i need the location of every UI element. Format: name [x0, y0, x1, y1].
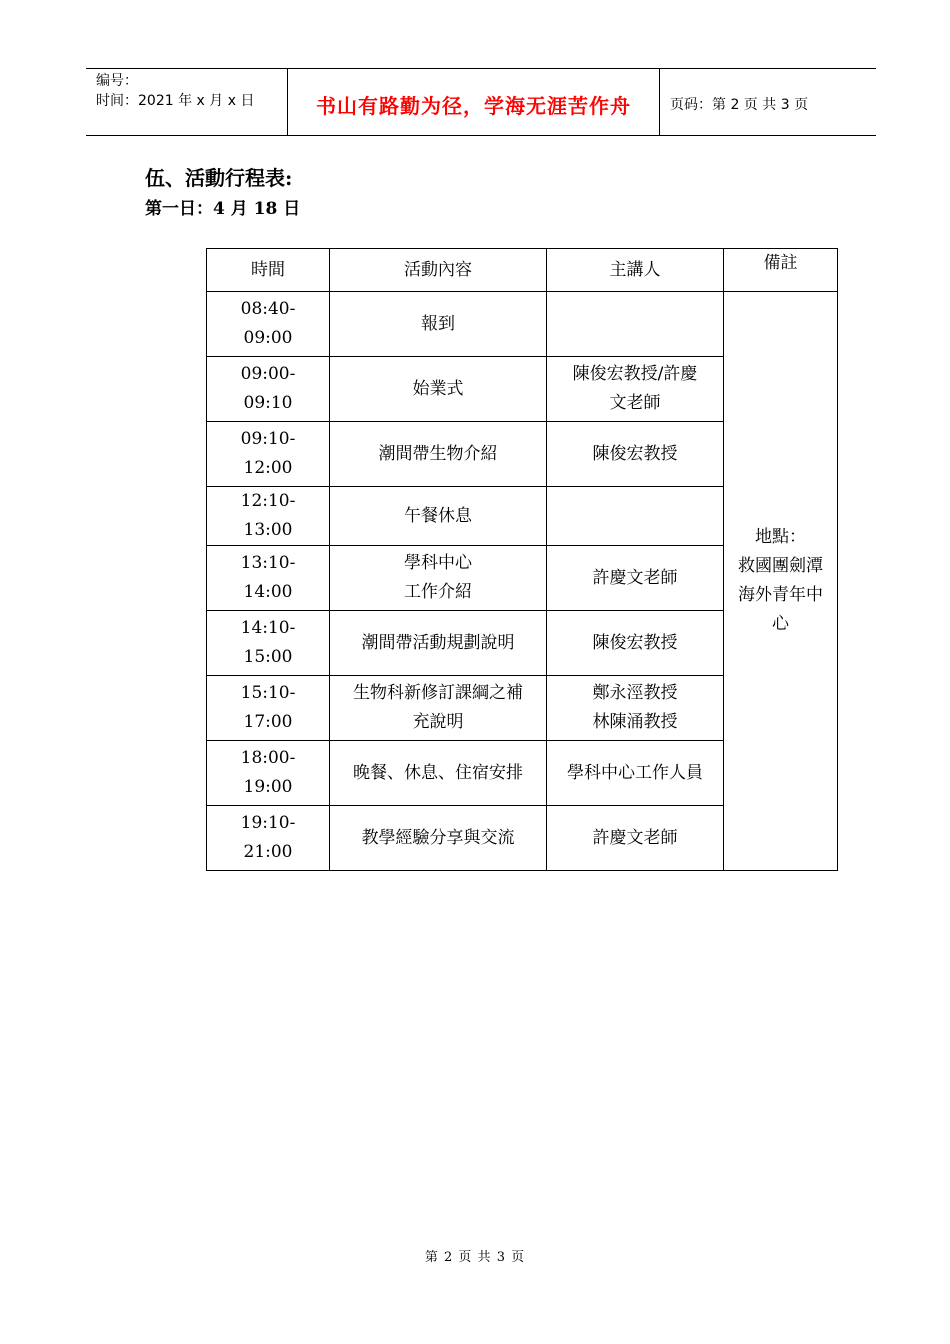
speaker-cell-line: 學科中心工作人員: [567, 762, 703, 783]
time-cell: [207, 487, 330, 546]
speaker-cell-line: 文老師: [609, 393, 661, 413]
activity-cell-line: 潮間帶活動規劃說明: [361, 632, 515, 653]
time-cell-line: 14:00: [243, 582, 293, 602]
section-title: 伍、活動行程表:: [145, 166, 293, 190]
time-cell-line: 12:00: [243, 458, 293, 478]
time-cell: [207, 292, 330, 357]
table-row: [207, 292, 838, 357]
time-label: 时间：2021 年 x 月 x 日: [96, 93, 255, 109]
time-cell: [207, 357, 330, 422]
activity-cell: [330, 487, 547, 546]
activity-cell-line: 晚餐、休息、住宿安排: [353, 762, 523, 783]
time-cell: [207, 546, 330, 611]
speaker-cell: [547, 546, 724, 611]
schedule-body: [207, 292, 838, 871]
speaker-cell-line: 許慶文老師: [592, 827, 678, 848]
activity-cell-line: 始業式: [412, 378, 464, 399]
time-cell-line: 15:10-: [240, 683, 296, 703]
venue-cell: [724, 292, 838, 871]
time-cell: [207, 676, 330, 741]
venue-line: 海外青年中: [738, 585, 823, 605]
page-footer: 第 2 页 共 3 页: [424, 1250, 526, 1265]
speaker-cell-line: 陳俊宏教授: [592, 443, 678, 464]
header-time: 時間: [207, 249, 330, 292]
time-cell: [207, 611, 330, 676]
time-cell-line: 09:00-: [240, 364, 296, 384]
speaker-cell-line: 許慶文老師: [592, 567, 678, 588]
activity-cell-line: 潮間帶生物介紹: [378, 443, 498, 464]
header-note: 備註: [724, 249, 838, 292]
activity-cell-line: 午餐休息: [404, 505, 472, 526]
time-cell: [207, 741, 330, 806]
activity-cell: [330, 806, 547, 871]
venue-line: 救國團劍潭: [738, 556, 823, 576]
time-cell-line: 09:00: [243, 328, 293, 348]
time-cell: [207, 806, 330, 871]
activity-cell-line: 充說明: [412, 712, 464, 732]
time-cell-line: 13:10-: [240, 553, 296, 573]
speaker-cell: [547, 676, 724, 741]
activity-cell-line: 教學經驗分享與交流: [361, 827, 515, 848]
activity-cell-line: 工作介紹: [404, 582, 472, 602]
time-cell-line: 19:00: [243, 777, 293, 797]
venue-line: 心: [772, 614, 789, 634]
time-cell-line: 09:10: [243, 393, 293, 413]
header-table: [86, 68, 876, 136]
speaker-cell-line: 林陳涌教授: [592, 712, 678, 732]
time-cell-line: 09:10-: [240, 429, 296, 449]
header-speaker: 主講人: [547, 249, 724, 292]
time-cell-line: 21:00: [243, 842, 293, 862]
table-header-row: [207, 249, 838, 292]
time-cell-line: 08:40-: [240, 299, 296, 319]
time-cell-line: 19:10-: [240, 813, 296, 833]
time-cell: [207, 422, 330, 487]
time-cell-line: 15:00: [243, 647, 293, 667]
time-cell-line: 17:00: [243, 712, 293, 732]
activity-cell: [330, 422, 547, 487]
activity-cell: [330, 546, 547, 611]
venue-line: 地點：: [755, 527, 806, 547]
motto: 书山有路勤为径，学海无涯苦作舟: [287, 69, 660, 135]
time-cell-line: 13:00: [243, 520, 293, 540]
speaker-cell: [547, 741, 724, 806]
speaker-cell: [547, 806, 724, 871]
activity-cell: [330, 292, 547, 357]
speaker-cell: [547, 422, 724, 487]
number-label: 编号：: [96, 73, 138, 89]
speaker-cell-line: 鄭永涇教授: [592, 683, 678, 703]
activity-cell-line: 學科中心: [404, 553, 472, 573]
time-cell-line: 12:10-: [240, 491, 296, 511]
header-activity: 活動內容: [330, 249, 547, 292]
speaker-cell: [547, 611, 724, 676]
activity-cell: [330, 676, 547, 741]
day-title: 第一日：4 月 18 日: [145, 199, 301, 219]
schedule-table: [206, 248, 838, 871]
activity-cell: [330, 741, 547, 806]
page-label: 页码：第 2 页 共 3 页: [670, 97, 809, 113]
speaker-cell-line: 陳俊宏教授: [592, 632, 678, 653]
speaker-cell: [547, 357, 724, 422]
speaker-cell-line: 陳俊宏教授/許慶: [572, 364, 698, 384]
time-cell-line: 18:00-: [240, 748, 296, 768]
activity-cell: [330, 357, 547, 422]
speaker-cell: [547, 487, 724, 546]
time-cell-line: 14:10-: [240, 618, 296, 638]
activity-cell-line: 生物科新修訂課綱之補: [353, 683, 523, 703]
activity-cell-line: 報到: [421, 313, 455, 334]
header-left-cell: [86, 69, 287, 135]
speaker-cell: [547, 292, 724, 357]
activity-cell: [330, 611, 547, 676]
